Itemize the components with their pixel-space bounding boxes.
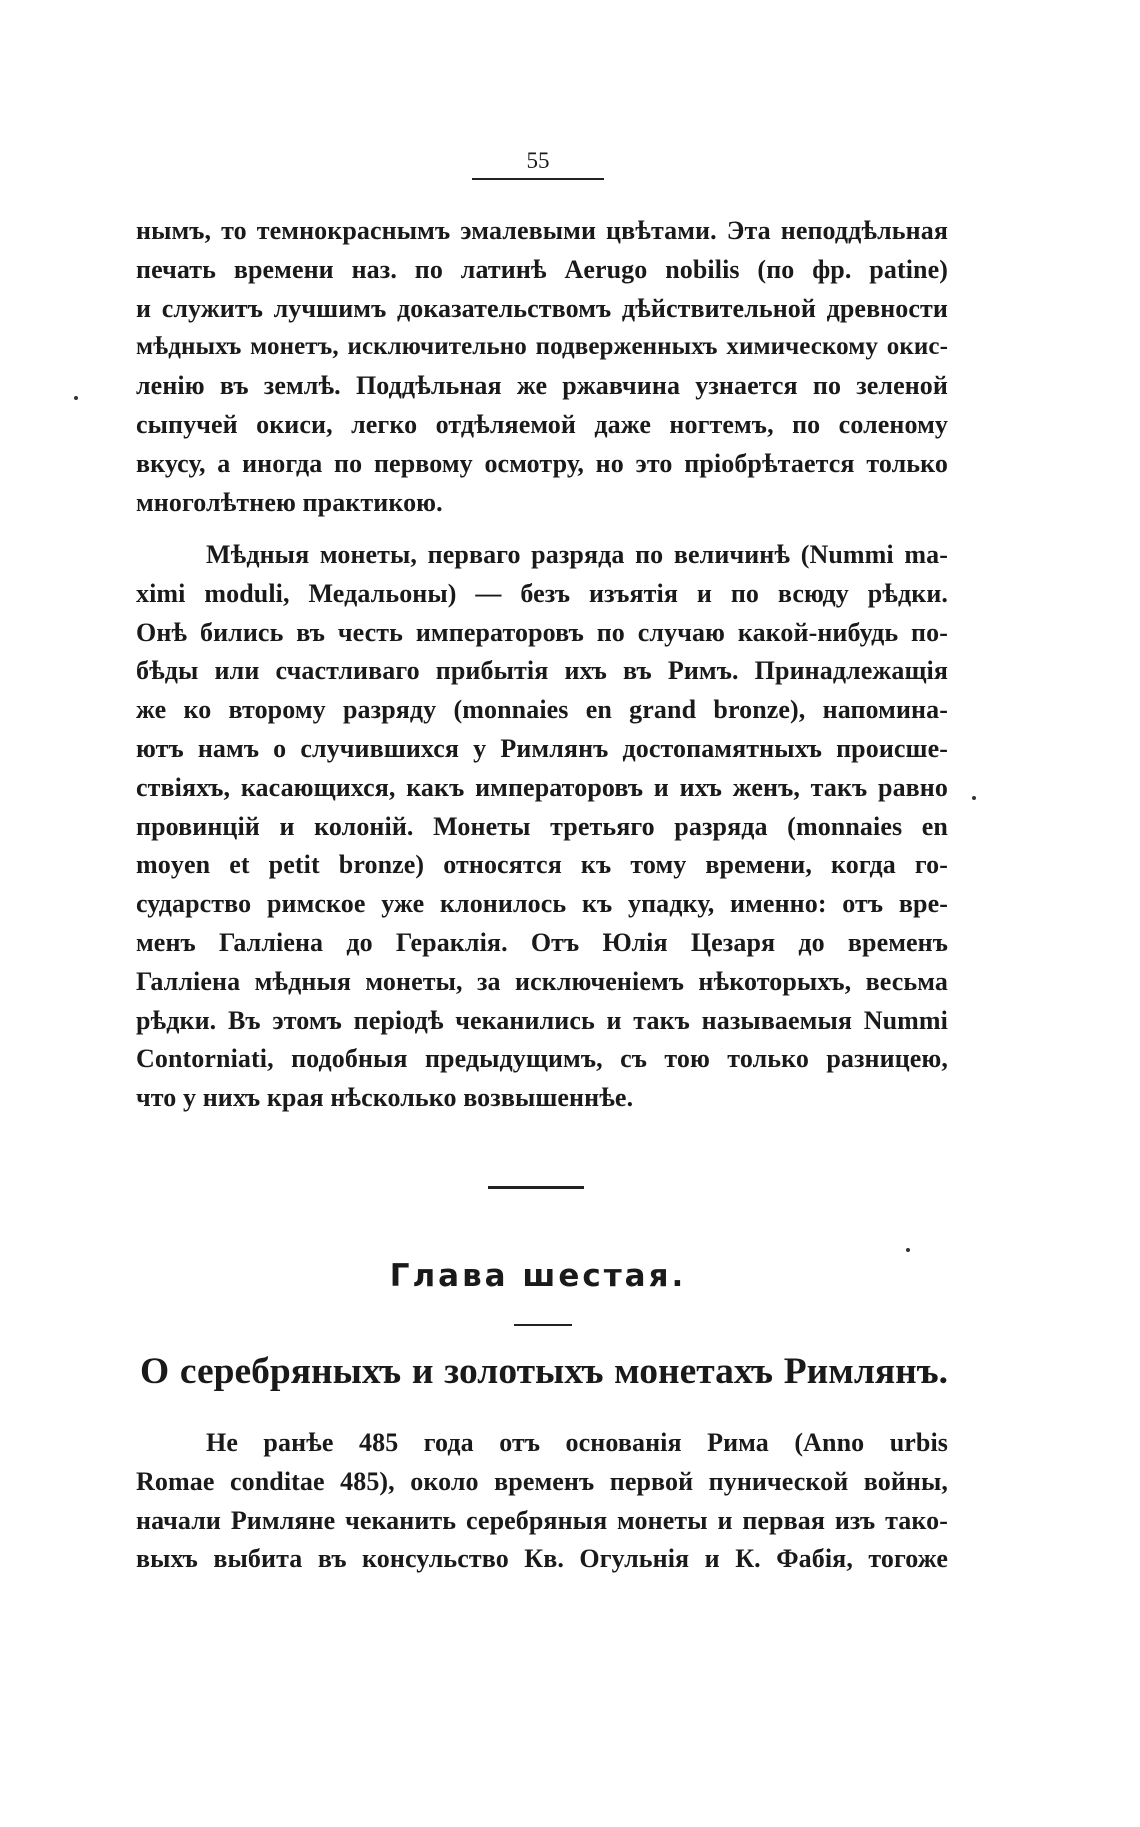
- text-line: сударство римское уже клонилось къ упадку, именно: отъ вре-: [136, 889, 948, 919]
- page-number: 55: [526, 148, 550, 173]
- text-line: Contorniati, подобныя предыдущимъ, съ тою только разницею,: [136, 1044, 948, 1074]
- text-line: Romae conditae 485), около временъ первой пунической войны,: [136, 1466, 948, 1496]
- text-line: печать времени наз. по латинѣ Aerugo nobilis (по фр. patine): [136, 254, 948, 284]
- chapter-heading: Глава шестая.: [389, 1258, 687, 1294]
- text-line: Онѣ бились въ честь императоровъ по случаю какой-нибудь по-: [136, 617, 948, 647]
- text-line: и служитъ лучшимъ доказательствомъ дѣйствительной древности: [136, 293, 948, 323]
- text-line: менъ Галліена до Гераклія. Отъ Юлія Цезаря до временъ: [136, 927, 948, 957]
- section-divider: [488, 1186, 584, 1189]
- text-line: ютъ намъ о случившихся у Римлянъ достопамятныхъ происше-: [136, 733, 948, 763]
- text-line: ленію въ землѣ. Поддѣльная же ржавчина узнается по зеленой: [136, 371, 948, 401]
- header-rule: [472, 178, 604, 180]
- text-line: что у нихъ края нѣсколько возвышеннѣе.: [136, 1083, 634, 1113]
- text-line: же ко второму разряду (monnaies en grand bronze), напомина-: [136, 695, 948, 725]
- text-line: выхъ выбита въ консульство Кв. Огульнія и К. Фабія, тогоже: [136, 1544, 948, 1574]
- text-line: рѣдки. Въ этомъ періодѣ чеканились и такъ называемыя Nummi: [136, 1005, 948, 1035]
- text-line: нымъ, то темнокраснымъ эмалевыми цвѣтами. Эта неподдѣльная: [136, 216, 948, 245]
- text-line: moyen et petit bronze) относятся къ тому времени, когда го-: [136, 850, 948, 880]
- text-line: многолѣтнею практикою.: [136, 487, 443, 517]
- text-line: ствіяхъ, касающихся, какъ императоровъ и ихъ женъ, такъ равно: [136, 772, 948, 802]
- section-title: О серебряныхъ и золотыхъ монетахъ Римлянъ.: [140, 1351, 948, 1392]
- heading-rule: [514, 1324, 572, 1326]
- print-speck: [906, 1248, 910, 1252]
- text-line: сыпучей окиси, легко отдѣляемой даже ногтемъ, по соленому: [136, 409, 948, 439]
- text-line: начали Римляне чеканить серебряныя монеты и первая изъ тако-: [136, 1505, 948, 1535]
- text-line: провинцій и колоній. Монеты третьяго разряда (monnaies en: [136, 811, 948, 841]
- paragraph-copper-patina: [136, 212, 948, 522]
- paragraph-copper-coins: [136, 536, 948, 1118]
- text-line: Мѣдныя монеты, перваго разряда по величинѣ (Nummi ma-: [206, 540, 948, 569]
- text-line: мѣдныхъ монетъ, исключительно подверженныхъ химическому окис-: [136, 333, 948, 361]
- text-line: ximi moduli, Медальоны) — безъ изъятія и по всюду рѣдки.: [136, 578, 948, 608]
- print-speck: [74, 396, 78, 400]
- text-line: Галліена мѣдныя монеты, за исключеніемъ нѣкоторыхъ, весьма: [136, 966, 948, 996]
- paragraph-silver-coins: [136, 1424, 948, 1579]
- print-speck: [972, 796, 976, 800]
- text-line: вкусу, а иногда по первому осмотру, но это пріобрѣтается только: [136, 448, 948, 478]
- text-line: бѣды или счастливаго прибытія ихъ въ Римъ. Принадлежащія: [136, 656, 948, 686]
- text-line: Не ранѣе 485 года отъ основанія Рима (Anno urbis: [206, 1428, 948, 1457]
